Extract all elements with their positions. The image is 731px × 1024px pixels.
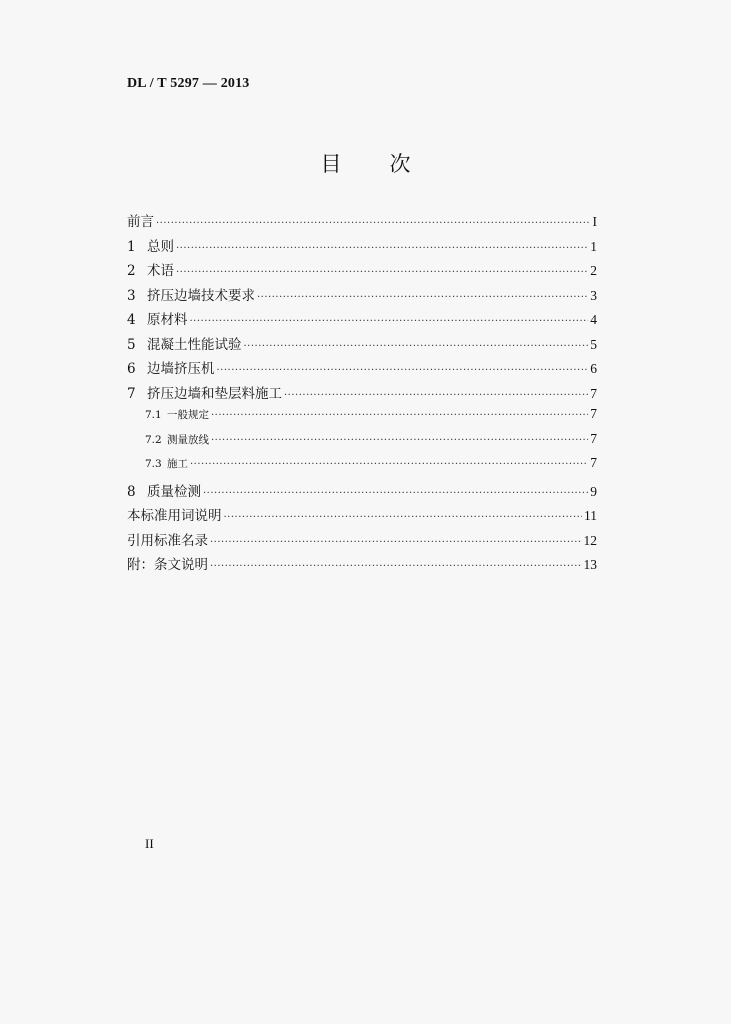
toc-entry-number: 3 [127, 287, 136, 304]
toc-leader-dots [284, 390, 588, 401]
toc-leader-dots [211, 410, 588, 421]
toc-leader-dots [190, 316, 589, 327]
toc-entry-page: 1 [590, 238, 597, 254]
page-number: II [145, 836, 154, 851]
toc-entry-7-1[interactable] [127, 406, 597, 431]
toc-entry-page: 12 [583, 532, 597, 548]
toc-entry-6[interactable] [127, 357, 597, 382]
toc-entry-page: I [592, 214, 597, 229]
toc-entry-label: 质量检测 [147, 483, 201, 500]
toc-entry-label: 一般规定 [167, 409, 209, 421]
toc-entry-page: 5 [590, 336, 597, 352]
toc-entry-page: 7 [590, 406, 597, 421]
toc-leader-dots [257, 292, 588, 303]
toc-entry-7-2[interactable] [127, 431, 597, 456]
toc-entry-label: 边墙挤压机 [147, 361, 215, 377]
toc-entry-number: 7 [127, 385, 136, 402]
toc-entry-page: 9 [590, 483, 597, 499]
title-char-1: 目 [320, 152, 342, 176]
toc-entry-number: 4 [127, 312, 136, 328]
toc-entry-number: 7.3 [145, 458, 162, 470]
toc-leader-dots [210, 561, 582, 572]
toc-entry-label: 挤压边墙和垫层料施工 [147, 385, 282, 402]
toc-leader-dots [210, 537, 582, 548]
standard-code: DL / T 5297 — 2013 [127, 76, 250, 91]
toc-entry-number: 8 [127, 483, 136, 500]
toc-entry-label: 挤压边墙技术要求 [147, 287, 255, 304]
toc-entry-8[interactable] [127, 480, 597, 505]
toc-entry-label: 施工 [167, 458, 188, 470]
toc-entry-number: 1 [127, 238, 136, 255]
toc-leader-dots [224, 512, 583, 523]
toc-entry-page: 7 [590, 455, 597, 470]
toc-leader-dots [156, 218, 591, 229]
toc-leader-dots [217, 365, 589, 376]
toc-leader-dots [203, 488, 588, 499]
page-title [0, 148, 731, 178]
toc-entry-foreword[interactable] [127, 210, 597, 235]
toc-leader-dots [244, 341, 589, 352]
toc-entry-2[interactable] [127, 259, 597, 284]
toc-entry-appendix[interactable] [127, 553, 597, 578]
toc-entry-label: 本标准用词说明 [127, 508, 222, 524]
toc-entry-label: 术语 [147, 263, 174, 279]
toc-entry-page: 6 [590, 361, 597, 376]
title-char-2: 次 [389, 152, 411, 176]
toc-entry-number: 6 [127, 361, 136, 377]
toc-entry-label: 总则 [147, 238, 174, 255]
toc-entry-4[interactable] [127, 308, 597, 333]
toc-entry-number: 5 [127, 336, 136, 353]
toc-entry-page: 7 [590, 430, 597, 446]
toc-entry-page: 7 [590, 385, 597, 401]
toc-entry-page: 4 [590, 312, 597, 327]
toc-leader-dots [176, 267, 588, 278]
table-of-contents [127, 210, 597, 578]
toc-leader-dots [190, 459, 588, 470]
toc-entry-page: 2 [590, 263, 597, 278]
toc-entry-referenced-standards[interactable] [127, 529, 597, 554]
toc-entry-label: 混凝土性能试验 [147, 336, 242, 353]
toc-entry-page: 13 [583, 557, 597, 572]
toc-entry-number: 2 [127, 263, 136, 279]
toc-entry-label: 引用标准名录 [127, 532, 208, 549]
toc-leader-dots [211, 435, 588, 446]
toc-entry-3[interactable] [127, 284, 597, 309]
toc-entry-wording-explanation[interactable] [127, 504, 597, 529]
toc-entry-page: 3 [590, 287, 597, 303]
toc-entry-1[interactable] [127, 235, 597, 260]
toc-entry-number: 7.2 [145, 433, 162, 446]
toc-entry-5[interactable] [127, 333, 597, 358]
toc-entry-7-3[interactable] [127, 455, 597, 480]
toc-entry-label: 附：条文说明 [127, 557, 208, 573]
toc-entry-7[interactable] [127, 382, 597, 407]
toc-leader-dots [176, 243, 588, 254]
toc-entry-label: 前言 [127, 214, 154, 230]
toc-entry-label: 原材料 [147, 312, 188, 328]
toc-entry-page: 11 [584, 508, 597, 523]
toc-entry-number: 7.1 [145, 409, 162, 421]
toc-entry-label: 测量放线 [167, 433, 209, 446]
